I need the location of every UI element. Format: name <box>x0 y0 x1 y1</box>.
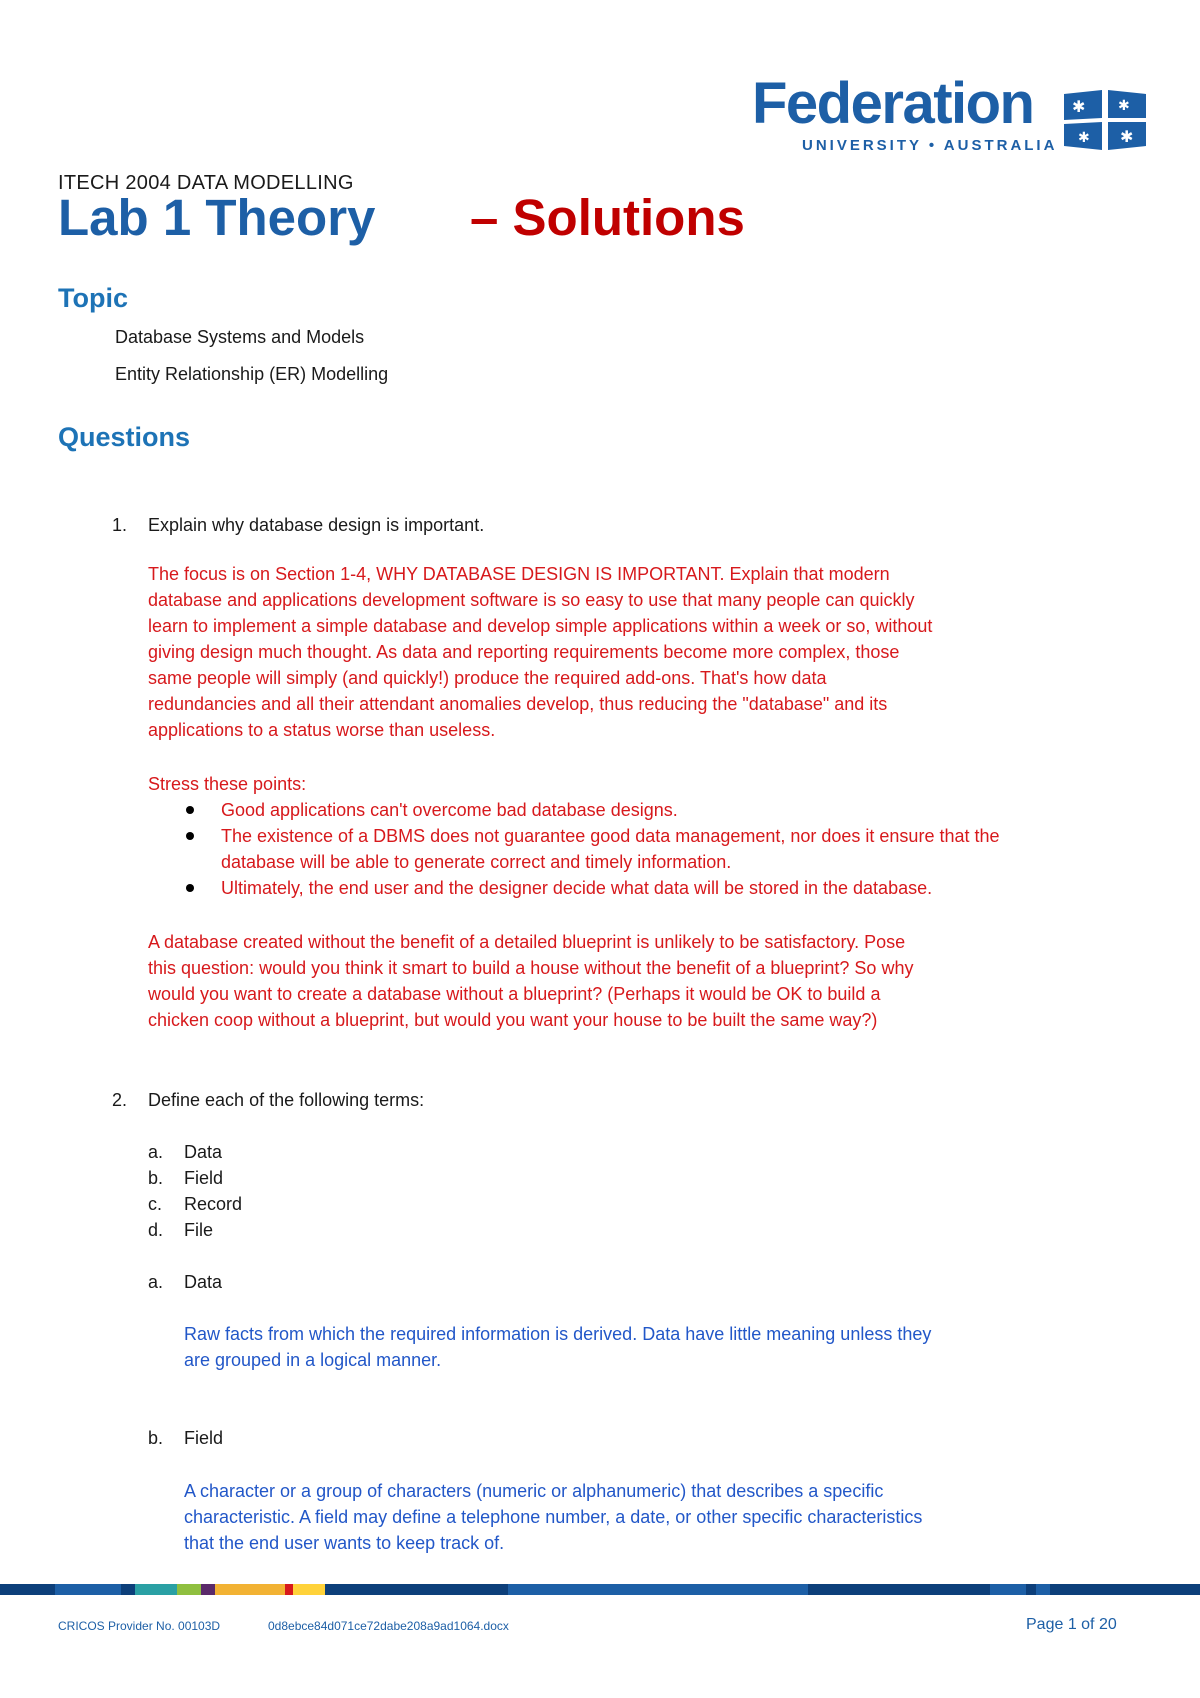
svg-text:✱: ✱ <box>1118 98 1130 114</box>
footer-provider: CRICOS Provider No. 00103D <box>58 1619 221 1633</box>
answer-paragraph <box>148 561 1148 743</box>
question-text: Define each of the following terms: <box>148 1090 425 1110</box>
svg-text:✱: ✱ <box>1120 127 1134 146</box>
svg-text:✱: ✱ <box>1072 97 1086 116</box>
bullet-icon <box>186 806 194 814</box>
topic-item: Database Systems and Models <box>115 327 365 347</box>
list-item: Good applications can't overcome bad database designs. <box>221 797 1121 823</box>
topic-heading: Topic <box>58 283 128 313</box>
term-letter: a. <box>148 1142 164 1162</box>
logo-tagline: UNIVERSITY • AUSTRALIA <box>802 137 1058 154</box>
answer-line: this question: would you think it smart to build a house without the benefit of a blueprint? So why <box>148 958 914 978</box>
questions-heading: Questions <box>58 422 191 452</box>
university-logo <box>752 71 1150 160</box>
page-title: Lab 1 Theory <box>58 189 376 246</box>
page-number: Page 1 of 20 <box>1026 1616 1117 1633</box>
definition-line: Raw facts from which the required information is derived. Data have little meaning unless they <box>184 1324 932 1344</box>
logo-wordmark: Federation <box>752 71 1034 136</box>
definition-paragraph <box>184 1321 1134 1373</box>
term-letter: c. <box>148 1194 163 1214</box>
definition-line: A character or a group of characters (numeric or alphanumeric) that describes a specific <box>184 1481 884 1501</box>
page-title-suffix: – Solutions <box>470 189 745 246</box>
definition-line: are grouped in a logical manner. <box>184 1350 442 1370</box>
answer-line: same people will simply (and quickly!) produce the required add-ons. That's how data <box>148 668 827 688</box>
answer-line: A database created without the benefit of a detailed blueprint is unlikely to be satisfactory. Pose <box>148 932 906 952</box>
answer-line: chicken coop without a blueprint, but would you want your house to be built the same way?) <box>148 1010 878 1030</box>
answer-line: The focus is on Section 1-4, WHY DATABASE DESIGN IS IMPORTANT. Explain that modern <box>148 564 890 584</box>
svg-text:✱: ✱ <box>1078 130 1090 146</box>
footer-stripe <box>0 1584 1200 1595</box>
topic-item: Entity Relationship (ER) Modelling <box>115 364 389 384</box>
answer-term: Field <box>184 1428 224 1448</box>
definition-line: characteristic. A field may define a telephone number, a date, or other specific characteristics <box>184 1507 923 1527</box>
term-label: Field <box>184 1168 224 1188</box>
stress-bullets <box>221 797 1121 901</box>
answer-term: Data <box>184 1272 223 1292</box>
answer-line: applications to a status worse than useless. <box>148 720 496 740</box>
list-item: The existence of a DBMS does not guarantee good data management, nor does it ensure that the database will be able to generate correct and timely information. <box>221 823 1121 875</box>
definition-line: that the end user wants to keep track of. <box>184 1533 505 1553</box>
footer-filename: 0d8ebce84d071ce72dabe208a9ad1064.docx <box>268 1619 509 1633</box>
course-code: ITECH 2004 DATA MODELLING <box>58 172 354 194</box>
answer-letter: b. <box>148 1428 164 1448</box>
bullet-icon <box>186 884 194 892</box>
term-letter: d. <box>148 1220 164 1240</box>
answer-line: giving design much thought. As data and reporting requirements become more complex, those <box>148 642 900 662</box>
answer-letter: a. <box>148 1272 164 1292</box>
term-label: Record <box>184 1194 243 1214</box>
answer-line: learn to implement a simple database and develop simple applications within a week or so, without <box>148 616 933 636</box>
answer-line: would you want to create a database without a blueprint? (Perhaps it would be OK to build a <box>148 984 881 1004</box>
term-label: Data <box>184 1142 223 1162</box>
closing-paragraph <box>148 929 1148 1033</box>
flag-icon <box>1064 88 1146 152</box>
question-number: 1. <box>112 515 128 535</box>
definition-paragraph <box>184 1478 1134 1556</box>
question-number: 2. <box>112 1090 128 1110</box>
list-item: Ultimately, the end user and the designer decide what data will be stored in the database. <box>221 875 1121 901</box>
answer-line: database and applications development software is so easy to use that many people can quickly <box>148 590 915 610</box>
question-text: Explain why database design is important. <box>148 515 485 535</box>
bullet-icon <box>186 832 194 840</box>
stress-heading: Stress these points: <box>148 774 307 794</box>
term-letter: b. <box>148 1168 164 1188</box>
answer-line: redundancies and all their attendant anomalies develop, thus reducing the "database" and its <box>148 694 888 714</box>
term-label: File <box>184 1220 214 1240</box>
